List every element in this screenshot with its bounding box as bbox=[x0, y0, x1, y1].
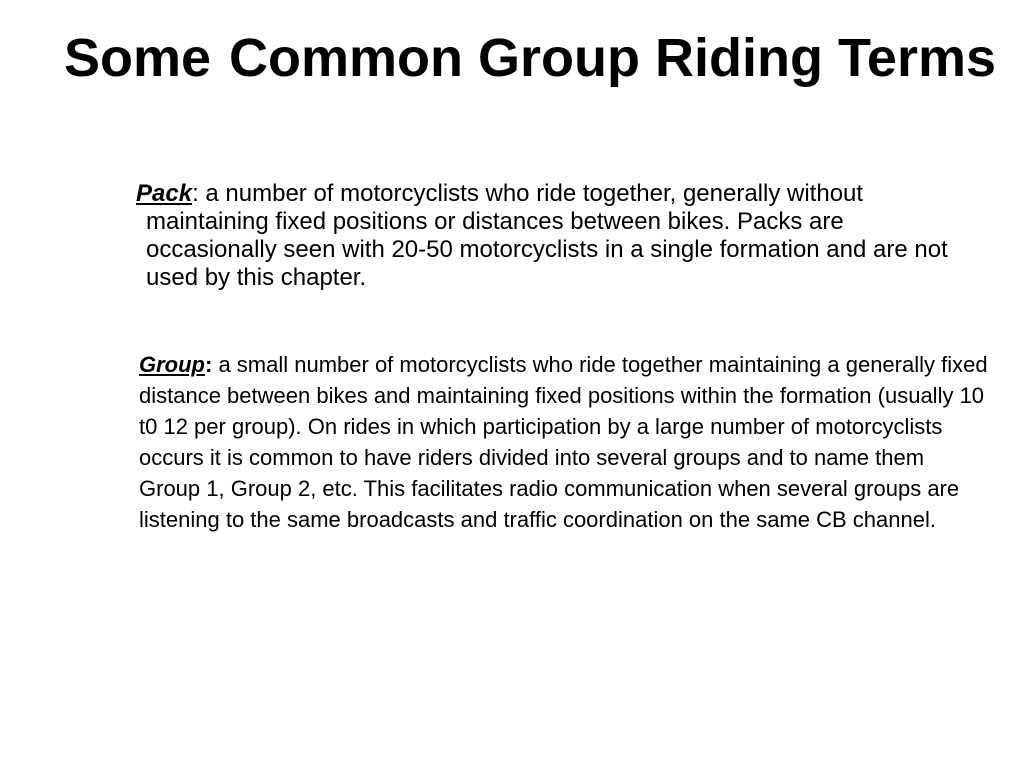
pack-term: Pack bbox=[136, 180, 193, 207]
group-definition-text: a small number of motorcyclists who ride together maintaining a generally fixed distance between bikes and maintaining fixed positions within the formation (usually 10 t0 12 per group). On rides in which participation by a large number of motorcyclists occurs it is common to have riders divided into several groups and to name them Group 1, Group 2, etc. This facilitates radio communication when several groups are listening to the same broadcasts and traffic coordination on the same CB channel. bbox=[139, 352, 988, 532]
title-rest: Common Group Riding Terms bbox=[229, 28, 997, 88]
title-word-some: Some bbox=[63, 28, 212, 88]
pack-definition-paragraph bbox=[136, 180, 976, 292]
pack-definition-text: a number of motorcyclists who ride together, generally without maintaining fixed positions or distances between bikes. Packs are occasionally seen with 20-50 motorcyclists in a single formation and are not used by this chapter. bbox=[146, 180, 948, 291]
slide-title bbox=[60, 26, 1000, 90]
pack-separator: : bbox=[192, 180, 199, 207]
group-separator: : bbox=[205, 352, 213, 377]
group-term: Group bbox=[139, 352, 205, 377]
group-definition-paragraph bbox=[139, 349, 989, 535]
